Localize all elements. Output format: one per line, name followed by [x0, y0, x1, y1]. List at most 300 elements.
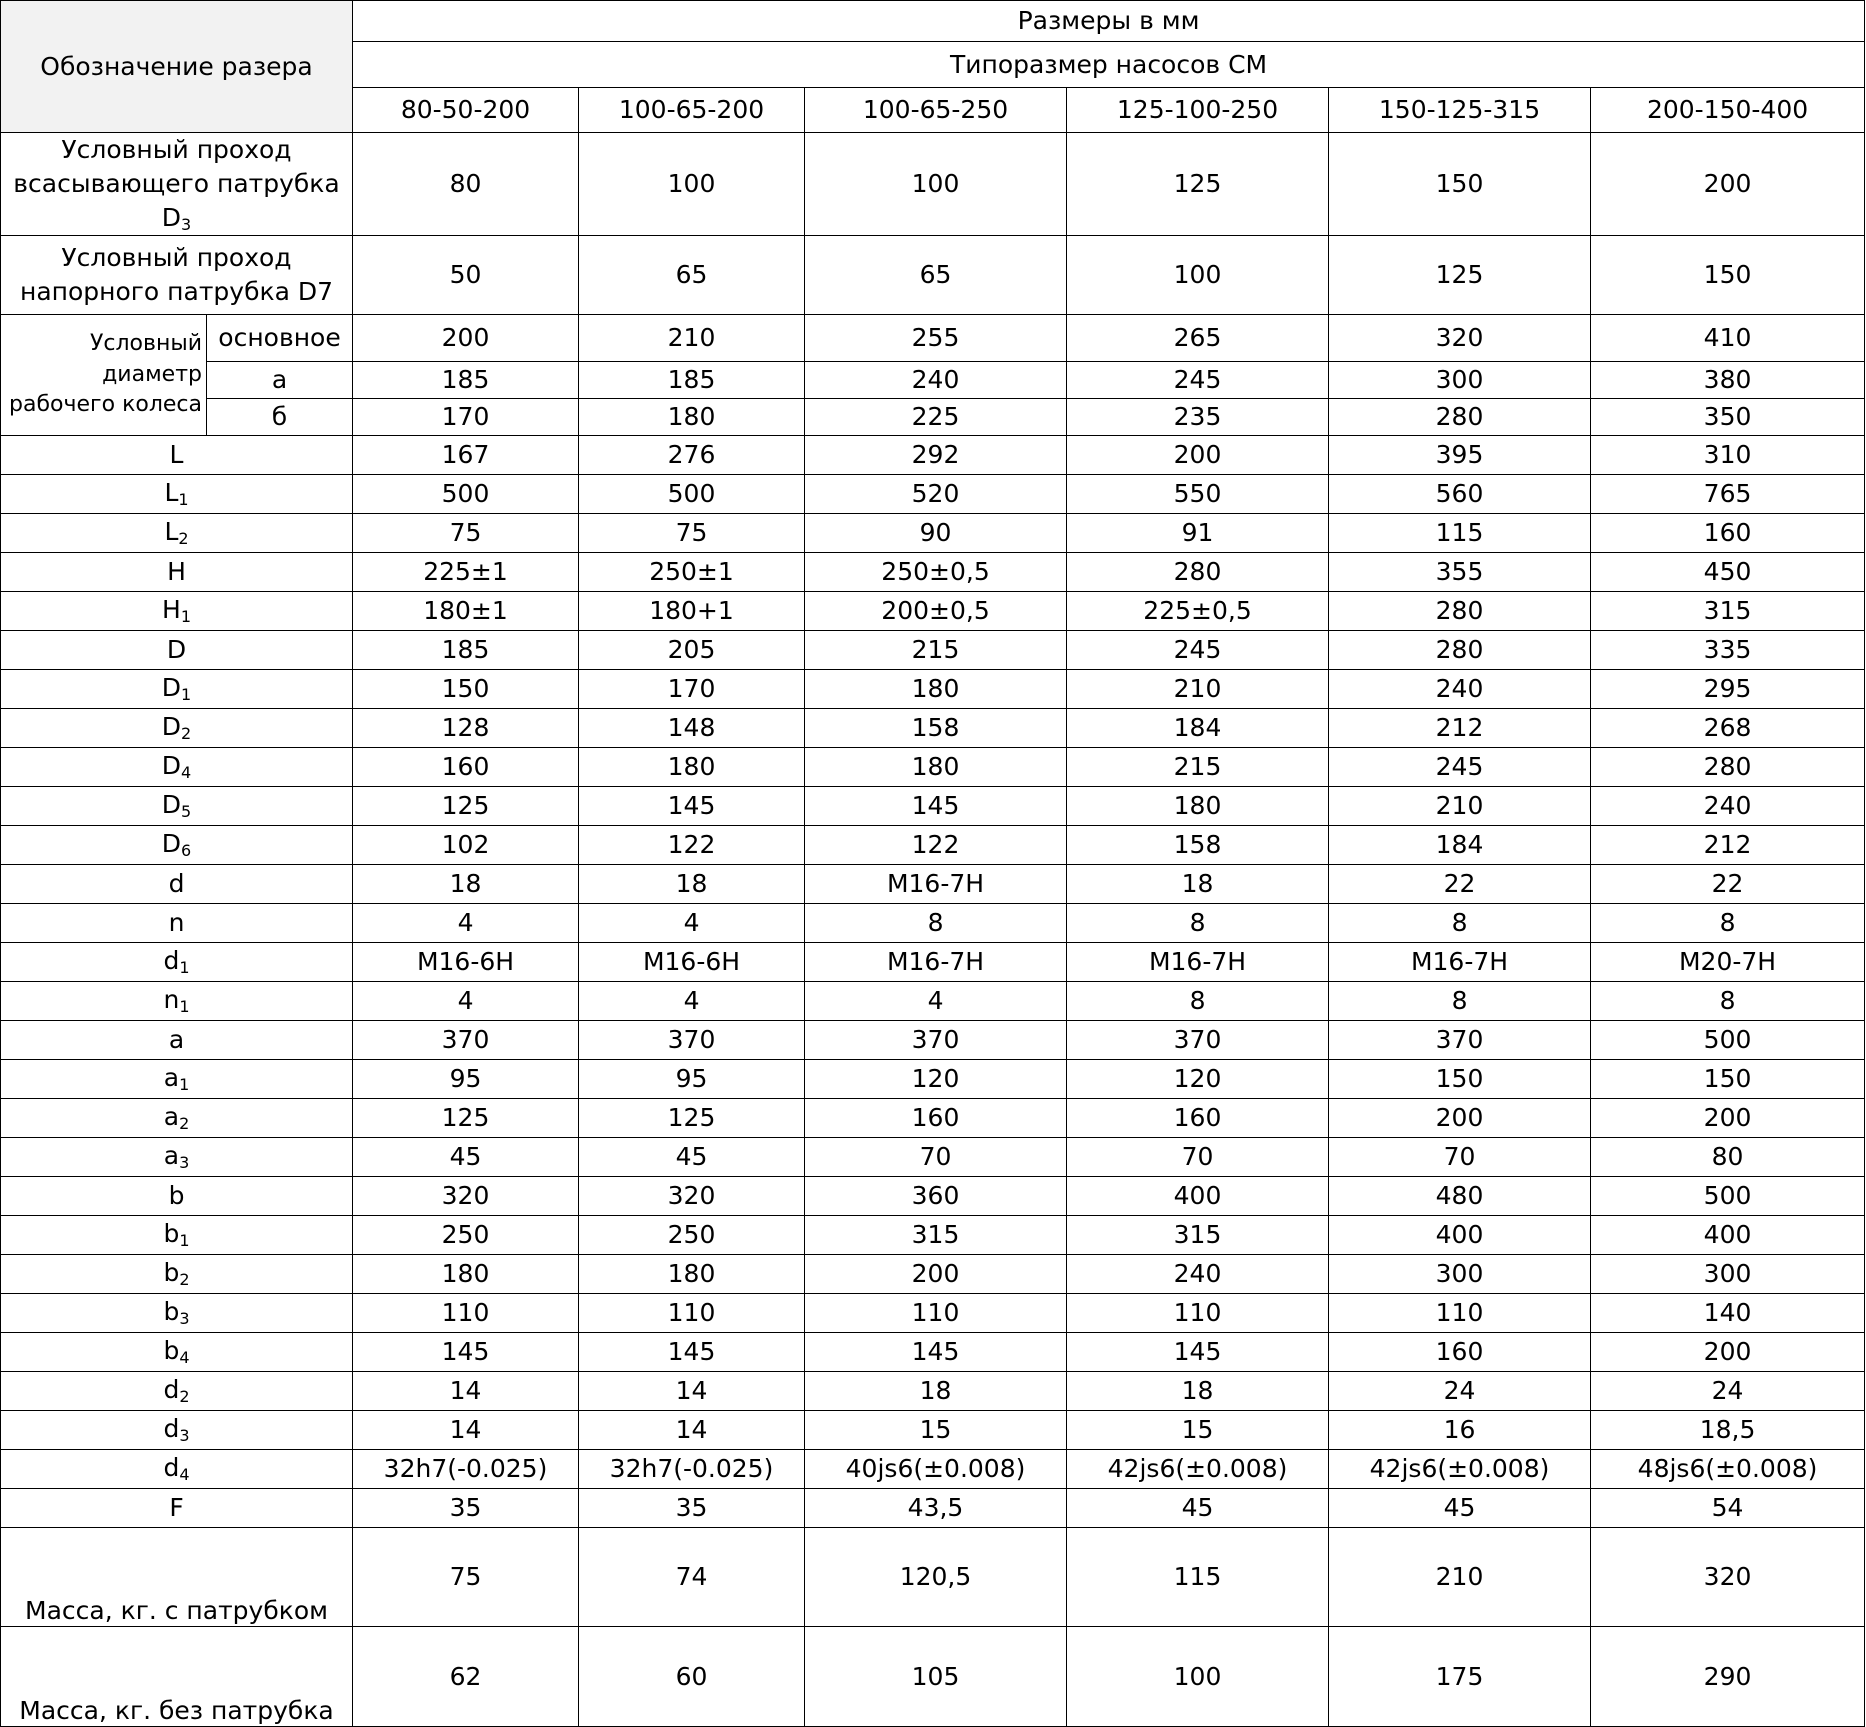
table-cell: 300 [1329, 1255, 1591, 1294]
table-cell: 91 [1067, 514, 1329, 553]
table-cell: M16-7H [805, 865, 1067, 904]
table-cell: 400 [1329, 1216, 1591, 1255]
table-cell: 185 [353, 362, 579, 399]
table-cell: 105 [805, 1627, 1067, 1727]
table-row [1, 826, 1865, 865]
table-cell: 167 [353, 436, 579, 475]
table-cell: 240 [1329, 670, 1591, 709]
table-cell: 400 [1591, 1216, 1865, 1255]
table-cell: 18,5 [1591, 1411, 1865, 1450]
table-cell: 70 [1067, 1138, 1329, 1177]
table-cell: 102 [353, 826, 579, 865]
table-cell: 292 [805, 436, 1067, 475]
table-row [1, 904, 1865, 943]
table-cell: 200 [1591, 1099, 1865, 1138]
table-cell: 18 [353, 865, 579, 904]
row-symbol [1, 1294, 353, 1333]
row-symbol-base: d [163, 1414, 180, 1444]
table-row [1, 631, 1865, 670]
row-symbol-subscript: 1 [180, 607, 191, 627]
row-symbol [1, 1177, 353, 1216]
table-cell: 180±1 [353, 592, 579, 631]
table-row [1, 670, 1865, 709]
row-symbol [1, 904, 353, 943]
row-symbol-base: n [163, 985, 180, 1015]
table-cell: 310 [1591, 436, 1865, 475]
table-cell: 205 [579, 631, 805, 670]
table-cell: 320 [579, 1177, 805, 1216]
table-cell: 80 [1591, 1138, 1865, 1177]
row-symbol-base: b [163, 1258, 180, 1288]
table-cell: 45 [1067, 1489, 1329, 1528]
table-cell: 45 [353, 1138, 579, 1177]
table-cell: 15 [805, 1411, 1067, 1450]
row-symbol [1, 1411, 353, 1450]
table-cell: 80 [353, 133, 579, 236]
model-header: 150-125-315 [1329, 88, 1591, 133]
row-symbol [1, 1216, 353, 1255]
row-symbol-base: H [167, 557, 186, 587]
table-row [1, 315, 1865, 362]
table-cell: 125 [353, 787, 579, 826]
row-symbol-base: n [168, 908, 185, 938]
row-symbol-base: b [163, 1219, 180, 1249]
table-row [1, 592, 1865, 631]
designation-header: Обозначение разера [1, 1, 353, 133]
table-cell: 215 [805, 631, 1067, 670]
table-cell: 150 [353, 670, 579, 709]
table-row [1, 236, 1865, 315]
table-cell: 110 [1067, 1294, 1329, 1333]
table-cell: 120,5 [805, 1528, 1067, 1627]
table-cell: 32h7(-0.025) [353, 1450, 579, 1489]
table-row [1, 1411, 1865, 1450]
table-cell: 360 [805, 1177, 1067, 1216]
row-symbol-subscript: 3 [179, 1309, 190, 1329]
table-row [1, 1021, 1865, 1060]
row-symbol-base: D [166, 635, 187, 665]
table-cell: 550 [1067, 475, 1329, 514]
row-symbol [1, 1450, 353, 1489]
row-symbol-base: D [161, 712, 182, 742]
table-row [1, 1528, 1865, 1627]
table-cell: M16-7H [1329, 943, 1591, 982]
table-cell: 290 [1591, 1627, 1865, 1727]
table-cell: 75 [579, 514, 805, 553]
table-cell: 14 [353, 1372, 579, 1411]
table-row [1, 399, 1865, 436]
table-cell: 100 [1067, 236, 1329, 315]
table-cell: 245 [1329, 748, 1591, 787]
table-cell: 500 [353, 475, 579, 514]
row-symbol-subscript: 5 [181, 802, 192, 822]
table-cell: 150 [1591, 1060, 1865, 1099]
table-cell: 180 [805, 670, 1067, 709]
row-symbol [1, 748, 353, 787]
table-cell: 212 [1591, 826, 1865, 865]
row-symbol-subscript: 2 [179, 1114, 190, 1134]
table-cell: 100 [805, 133, 1067, 236]
row-symbol-subscript: 4 [181, 763, 192, 783]
table-cell: 4 [353, 904, 579, 943]
table-cell: 500 [1591, 1177, 1865, 1216]
table-cell: 400 [1067, 1177, 1329, 1216]
table-cell: 48js6(±0.008) [1591, 1450, 1865, 1489]
row-symbol [1, 1099, 353, 1138]
table-cell: 175 [1329, 1627, 1591, 1727]
table-cell: 315 [1591, 592, 1865, 631]
model-header: 100-65-200 [579, 88, 805, 133]
row-symbol-base: a [168, 1025, 185, 1055]
table-cell: 65 [805, 236, 1067, 315]
table-row [1, 709, 1865, 748]
table-cell: M16-7H [1067, 943, 1329, 982]
table-cell: 8 [1067, 904, 1329, 943]
table-cell: 212 [1329, 709, 1591, 748]
row-symbol-base: L [164, 478, 179, 508]
table-cell: 140 [1591, 1294, 1865, 1333]
table-cell: 395 [1329, 436, 1591, 475]
table-cell: 60 [579, 1627, 805, 1727]
row-symbol-base: a [163, 1102, 180, 1132]
row-symbol-base: d [168, 869, 185, 899]
row-symbol [1, 943, 353, 982]
table-row [1, 475, 1865, 514]
table-cell: 255 [805, 315, 1067, 362]
table-cell: 4 [579, 904, 805, 943]
row-label-line: всасывающего патрубка D [13, 168, 340, 232]
table-cell: 110 [1329, 1294, 1591, 1333]
table-cell: 4 [805, 982, 1067, 1021]
table-cell: 180 [1067, 787, 1329, 826]
table-cell: 8 [1329, 904, 1591, 943]
table-cell: 125 [1067, 133, 1329, 236]
row-label-mass-with: Масса, кг. с патрубком [1, 1528, 353, 1627]
row-symbol [1, 1021, 353, 1060]
table-cell: 380 [1591, 362, 1865, 399]
table-row [1, 1333, 1865, 1372]
table-cell: 145 [805, 1333, 1067, 1372]
table-cell: 90 [805, 514, 1067, 553]
row-symbol [1, 553, 353, 592]
table-cell: 100 [579, 133, 805, 236]
table-row [1, 1216, 1865, 1255]
table-cell: 355 [1329, 553, 1591, 592]
table-cell: 148 [579, 709, 805, 748]
table-cell: 765 [1591, 475, 1865, 514]
table-row [1, 1099, 1865, 1138]
row-symbol-base: D [161, 790, 182, 820]
table-cell: 315 [1067, 1216, 1329, 1255]
row-label-line: Условный проход [61, 135, 292, 164]
sizes-header: Размеры в мм [353, 1, 1865, 42]
table-cell: 125 [353, 1099, 579, 1138]
table-cell: 200 [1591, 133, 1865, 236]
table-cell: 180 [579, 1255, 805, 1294]
table-row [1, 1372, 1865, 1411]
table-cell: 65 [579, 236, 805, 315]
row-symbol-base: D [161, 829, 182, 859]
table-cell: 43,5 [805, 1489, 1067, 1528]
model-header: 100-65-250 [805, 88, 1067, 133]
row-symbol-subscript: 2 [178, 529, 189, 549]
table-cell: 115 [1067, 1528, 1329, 1627]
table-cell: 125 [1329, 236, 1591, 315]
row-symbol [1, 1060, 353, 1099]
table-cell: 225±0,5 [1067, 592, 1329, 631]
table-cell: 280 [1329, 592, 1591, 631]
table-cell: 245 [1067, 362, 1329, 399]
table-row [1, 1177, 1865, 1216]
table-cell: 184 [1329, 826, 1591, 865]
model-header: 125-100-250 [1067, 88, 1329, 133]
table-row [1, 1255, 1865, 1294]
table-cell: 200 [805, 1255, 1067, 1294]
table-row [1, 1138, 1865, 1177]
row-symbol [1, 709, 353, 748]
table-cell: M16-7H [805, 943, 1067, 982]
row-symbol-base: a [163, 1141, 180, 1171]
table-cell: 110 [805, 1294, 1067, 1333]
table-cell: 18 [1067, 1372, 1329, 1411]
table-cell: 200 [1329, 1099, 1591, 1138]
table-cell: 8 [1067, 982, 1329, 1021]
table-cell: 45 [1329, 1489, 1591, 1528]
table-cell: 500 [1591, 1021, 1865, 1060]
table-cell: 280 [1591, 748, 1865, 787]
row-symbol-base: L [164, 517, 179, 547]
table-cell: 22 [1591, 865, 1865, 904]
row-symbol-base: a [163, 1063, 180, 1093]
row-symbol [1, 1372, 353, 1411]
row-label-discharge [1, 236, 353, 315]
impeller-variant: основное [207, 315, 353, 362]
table-row [1, 133, 1865, 236]
table-cell: 185 [353, 631, 579, 670]
row-symbol-subscript: 3 [179, 1426, 190, 1446]
row-symbol [1, 1489, 353, 1528]
row-symbol-base: L [169, 440, 184, 470]
table-cell: 160 [1329, 1333, 1591, 1372]
row-symbol [1, 787, 353, 826]
row-symbol [1, 826, 353, 865]
row-symbol-base: d [163, 1375, 180, 1405]
row-symbol-base: D [161, 751, 182, 781]
table-cell: 450 [1591, 553, 1865, 592]
row-symbol-base: b [163, 1297, 180, 1327]
table-cell: 170 [353, 399, 579, 436]
table-row [1, 748, 1865, 787]
row-symbol-subscript: 2 [181, 724, 192, 744]
table-cell: 250 [353, 1216, 579, 1255]
row-symbol [1, 1138, 353, 1177]
table-cell: 184 [1067, 709, 1329, 748]
table-row [1, 514, 1865, 553]
table-cell: 145 [579, 787, 805, 826]
table-cell: 235 [1067, 399, 1329, 436]
table-cell: 200 [353, 315, 579, 362]
row-symbol-subscript: 2 [179, 1387, 190, 1407]
table-cell: 8 [1329, 982, 1591, 1021]
table-cell: 250±1 [579, 553, 805, 592]
table-row [1, 865, 1865, 904]
table-cell: 160 [805, 1099, 1067, 1138]
row-symbol [1, 670, 353, 709]
row-symbol-base: d [163, 946, 180, 976]
row-symbol [1, 1333, 353, 1372]
row-symbol-base: D [161, 673, 182, 703]
table-cell: M20-7H [1591, 943, 1865, 982]
table-cell: 115 [1329, 514, 1591, 553]
table-cell: 75 [353, 1528, 579, 1627]
row-symbol [1, 475, 353, 514]
table-cell: 280 [1329, 399, 1591, 436]
table-cell: 158 [805, 709, 1067, 748]
row-label-impeller: Условный диаметр рабочего колеса [1, 315, 207, 436]
table-cell: 14 [579, 1411, 805, 1450]
table-cell: 225 [805, 399, 1067, 436]
table-cell: 500 [579, 475, 805, 514]
table-cell: 560 [1329, 475, 1591, 514]
table-cell: 150 [1329, 133, 1591, 236]
table-cell: 370 [1329, 1021, 1591, 1060]
table-cell: 8 [1591, 982, 1865, 1021]
table-row [1, 362, 1865, 399]
table-cell: 145 [353, 1333, 579, 1372]
row-symbol-subscript: 1 [181, 685, 192, 705]
table-cell: 240 [805, 362, 1067, 399]
table-cell: 122 [805, 826, 1067, 865]
table-cell: 4 [579, 982, 805, 1021]
table-cell: 158 [1067, 826, 1329, 865]
table-row [1, 1489, 1865, 1528]
table-cell: 370 [579, 1021, 805, 1060]
table-row [1, 1627, 1865, 1727]
row-symbol-subscript: 1 [178, 490, 189, 510]
row-label-line: Условный проход [61, 243, 292, 273]
table-cell: 70 [805, 1138, 1067, 1177]
table-cell: 18 [805, 1372, 1067, 1411]
row-symbol-subscript: 6 [181, 841, 192, 861]
table-cell: 70 [1329, 1138, 1591, 1177]
row-symbol-subscript: 4 [179, 1465, 190, 1485]
table-cell: 8 [1591, 904, 1865, 943]
table-cell: 32h7(-0.025) [579, 1450, 805, 1489]
table-cell: 75 [353, 514, 579, 553]
table-cell: 125 [579, 1099, 805, 1138]
table-row [1, 436, 1865, 475]
table-cell: 200±0,5 [805, 592, 1067, 631]
table-cell: 145 [1067, 1333, 1329, 1372]
table-cell: 180+1 [579, 592, 805, 631]
table-cell: 240 [1591, 787, 1865, 826]
table-cell: 18 [1067, 865, 1329, 904]
table-cell: 210 [1329, 787, 1591, 826]
table-cell: 22 [1329, 865, 1591, 904]
table-cell: 276 [579, 436, 805, 475]
table-cell: 18 [579, 865, 805, 904]
table-cell: 100 [1067, 1627, 1329, 1727]
row-symbol [1, 592, 353, 631]
row-symbol [1, 982, 353, 1021]
row-symbol-subscript: 1 [179, 958, 190, 978]
row-symbol [1, 631, 353, 670]
row-symbol-base: b [163, 1336, 180, 1366]
table-cell: 62 [353, 1627, 579, 1727]
table-cell: 410 [1591, 315, 1865, 362]
row-symbol-subscript: 4 [179, 1348, 190, 1368]
table-cell: 225±1 [353, 553, 579, 592]
table-cell: 180 [353, 1255, 579, 1294]
table-row [1, 553, 1865, 592]
table-cell: 480 [1329, 1177, 1591, 1216]
table-cell: 185 [579, 362, 805, 399]
table-cell: 128 [353, 709, 579, 748]
table-cell: 280 [1329, 631, 1591, 670]
row-symbol-subscript: 2 [179, 1270, 190, 1290]
table-cell: 95 [353, 1060, 579, 1099]
table-row [1, 1060, 1865, 1099]
table-cell: 180 [805, 748, 1067, 787]
row-symbol-base: H [162, 595, 181, 625]
row-label-line: напорного патрубка D7 [19, 277, 334, 307]
table-cell: 250±0,5 [805, 553, 1067, 592]
table-cell: 150 [1329, 1060, 1591, 1099]
row-symbol-base: b [168, 1181, 185, 1211]
table-cell: 42js6(±0.008) [1329, 1450, 1591, 1489]
table-cell: 160 [1591, 514, 1865, 553]
table-cell: 110 [579, 1294, 805, 1333]
table-cell: 160 [353, 748, 579, 787]
table-cell: 4 [353, 982, 579, 1021]
table-cell: 210 [1329, 1528, 1591, 1627]
model-header: 200-150-400 [1591, 88, 1865, 133]
table-cell: 280 [1067, 553, 1329, 592]
table-cell: M16-6H [579, 943, 805, 982]
table-cell: 335 [1591, 631, 1865, 670]
table-cell: 35 [579, 1489, 805, 1528]
table-cell: 145 [579, 1333, 805, 1372]
table-cell: 320 [353, 1177, 579, 1216]
table-row [1, 982, 1865, 1021]
row-label-suction [1, 133, 353, 236]
table-cell: 160 [1067, 1099, 1329, 1138]
table-cell: 320 [1591, 1528, 1865, 1627]
row-symbol-base: F [169, 1493, 184, 1523]
table-cell: 15 [1067, 1411, 1329, 1450]
table-cell: 95 [579, 1060, 805, 1099]
impeller-variant: а [207, 362, 353, 399]
table-cell: 320 [1329, 315, 1591, 362]
table-cell: 14 [579, 1372, 805, 1411]
table-cell: 250 [579, 1216, 805, 1255]
table-cell: 8 [805, 904, 1067, 943]
table-cell: 300 [1591, 1255, 1865, 1294]
model-header: 80-50-200 [353, 88, 579, 133]
table-cell: 265 [1067, 315, 1329, 362]
row-symbol-subscript: 3 [179, 1153, 190, 1173]
table-cell: 14 [353, 1411, 579, 1450]
table-cell: 520 [805, 475, 1067, 514]
table-cell: M16-6H [353, 943, 579, 982]
table-cell: 170 [579, 670, 805, 709]
table-cell: 24 [1591, 1372, 1865, 1411]
table-cell: 215 [1067, 748, 1329, 787]
table-cell: 370 [353, 1021, 579, 1060]
table-cell: 120 [805, 1060, 1067, 1099]
table-row [1, 787, 1865, 826]
table-cell: 295 [1591, 670, 1865, 709]
